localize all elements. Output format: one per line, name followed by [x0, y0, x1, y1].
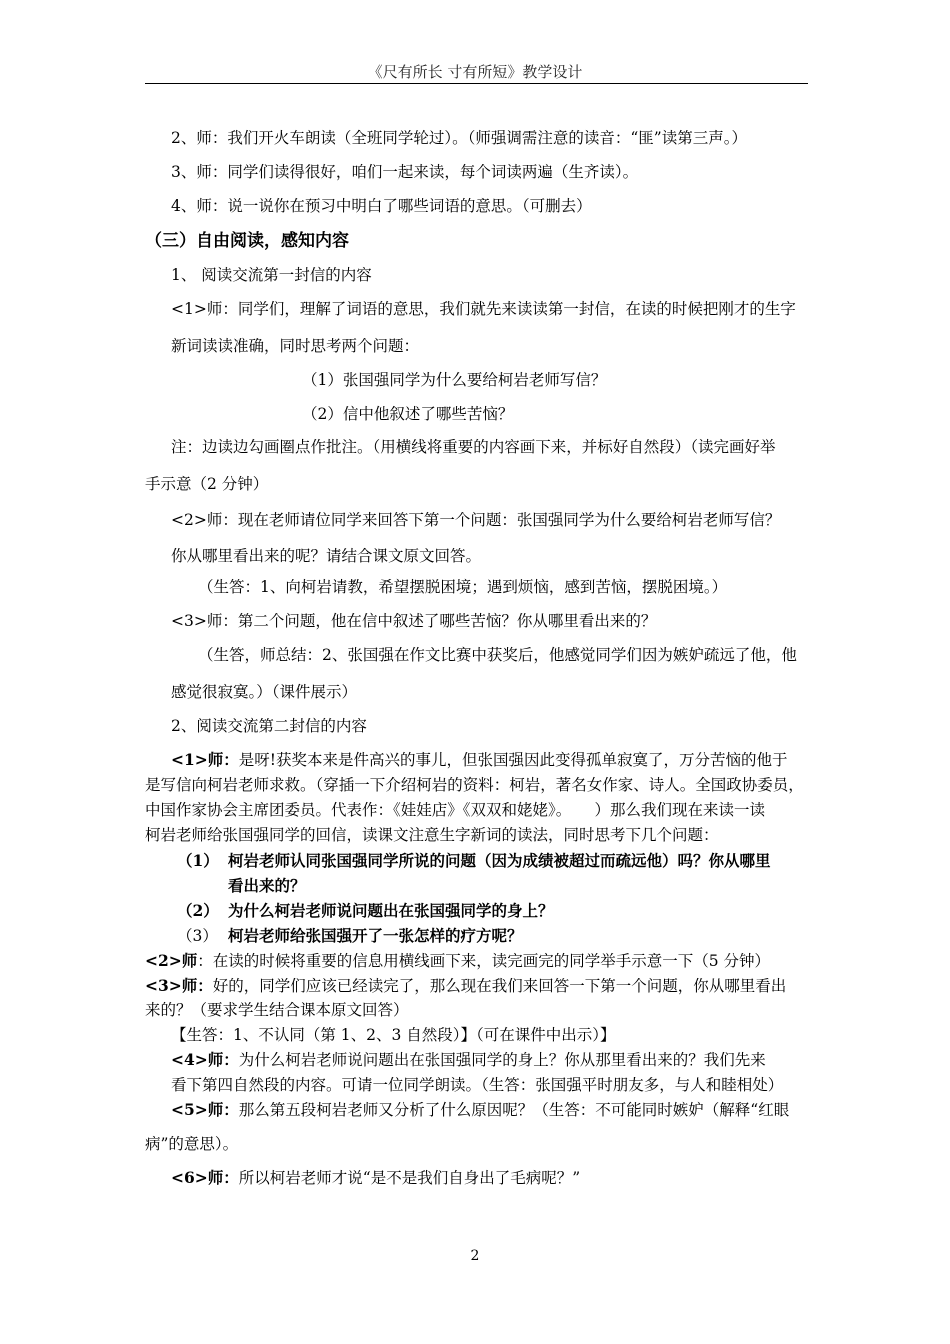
paragraph-line: <1>师：同学们，理解了词语的意思，我们就先来读读第一封信，在读的时候把刚才的生字	[171, 300, 796, 318]
paragraph-line: 病”的意思）。	[145, 1135, 239, 1153]
note-line: 注：边读边勾画圈点作批注。（用横线将重要的内容画下来，并标好自然段）（读完画好举	[171, 438, 776, 456]
speaker-label: <5>师：	[171, 1100, 239, 1119]
paragraph-line: 3、师：同学们读得很好，咱们一起来读，每个词读两遍（生齐读）。	[171, 163, 639, 181]
question-number: （1）	[177, 851, 219, 870]
paragraph-line: 4、师：说一说你在预习中明白了哪些词语的意思。（可删去）	[171, 197, 592, 215]
speaker-label: <2>师	[145, 951, 198, 970]
section-heading: （三）自由阅读，感知内容	[145, 231, 349, 251]
subsection-heading: 2、阅读交流第二封信的内容	[171, 717, 367, 735]
question-line: （1）张国强同学为什么要给柯岩老师写信？	[302, 371, 607, 389]
subsection-heading: 1、 阅读交流第一封信的内容	[171, 266, 372, 284]
paragraph-line: 来的？（要求学生结合课本原文回答）	[145, 1001, 409, 1019]
paragraph-text: 好的，同学们应该已经读完了，那么现在我们来回答一下第一个问题，你从哪里看出	[212, 977, 787, 995]
paragraph-line	[171, 1050, 766, 1070]
question-text: 柯岩老师给张国强开了一张怎样的疗方呢？	[228, 926, 523, 945]
header-rule	[145, 83, 808, 84]
page-header: 《尺有所长 寸有所短》教学设计	[367, 63, 583, 81]
note-line: 手示意（2 分钟）	[145, 475, 269, 493]
answer-line: 【生答：1、不认同（第 1、2、3 自然段）】（可在课件中出示）】	[171, 1026, 616, 1044]
paragraph-line: 中国作家协会主席团委员。代表作：《娃娃店》《双双和姥姥》。 ）那么我们现在来读一读	[145, 801, 766, 819]
answer-line: （生答，师总结：2、张国强在作文比赛中获奖后，他感觉同学们因为嫉妒疏远了他，他	[198, 646, 797, 664]
paragraph-line	[171, 750, 788, 770]
page-number: 2	[470, 1248, 480, 1264]
question-text: 看出来的？	[228, 876, 306, 895]
paragraph-text: 那么第五段柯岩老师又分析了什么原因呢？（生答：不可能同时嫉妒（解释“红眼	[238, 1101, 790, 1119]
paragraph-line	[171, 1100, 789, 1120]
paragraph-line: <2>师：现在老师请位同学来回答下第一个问题：张国强同学为什么要给柯岩老师写信？	[171, 511, 781, 529]
paragraph-line	[171, 1168, 580, 1188]
question-text: 柯岩老师认同张国强同学所说的问题（因为成绩被超过而疏远他）吗？你从哪里	[228, 851, 771, 870]
paragraph-line: 你从哪里看出来的呢？请结合课文原文回答。	[171, 547, 482, 565]
paragraph-text: 是呀!获奖本来是件高兴的事儿，但张国强因此变得孤单寂寞了，万分苦恼的他于	[238, 751, 788, 769]
answer-line: 感觉很寂寞。）（课件展示）	[171, 683, 358, 701]
speaker-label: <3>师：	[145, 976, 213, 995]
answer-line: （生答：1、向柯岩请教，希望摆脱困境；遇到烦恼，感到苦恼，摆脱困境。）	[198, 578, 728, 596]
paragraph-line	[145, 976, 786, 996]
paragraph-line: 新词读读准确，同时思考两个问题：	[171, 337, 420, 355]
question-line: （2）信中他叙述了哪些苦恼？	[302, 405, 514, 423]
speaker-label: <4>师：	[171, 1050, 239, 1069]
paragraph-text: 所以柯岩老师才说“是不是我们自身出了毛病呢？”	[238, 1169, 581, 1187]
paragraph-text: 为什么柯岩老师说问题出在张国强同学的身上？你从那里看出来的？我们先来	[238, 1051, 766, 1069]
paragraph-line: 柯岩老师给张国强同学的回信，读课文注意生字新词的读法，同时思考下几个问题：	[145, 826, 719, 844]
question-number: （2）	[177, 901, 219, 920]
paragraph-line	[145, 951, 770, 971]
question-text: 为什么柯岩老师说问题出在张国强同学的身上？	[228, 901, 554, 920]
paragraph-text: ：在读的时候将重要的信息用横线画下来，读完画完的同学举手示意一下（5 分钟）	[197, 952, 771, 970]
question-number: （3）	[177, 927, 218, 945]
paragraph-line: 是写信向柯岩老师求救。（穿插一下介绍柯岩的资料：柯岩，著名女作家、诗人。全国政协委员，	[145, 776, 804, 794]
speaker-label: <1>师：	[171, 750, 239, 769]
paragraph-line: 2、师：我们开火车朗读（全班同学轮过）。（师强调需注意的读音：“匪”读第三声。）	[171, 129, 747, 147]
paragraph-line: 看下第四自然段的内容。可请一位同学朗读。（生答：张国强平时朋友多，与人和睦相处）	[171, 1076, 784, 1094]
paragraph-line: <3>师：第二个问题，他在信中叙述了哪些苦恼？你从哪里看出来的？	[171, 612, 657, 630]
speaker-label: <6>师：	[171, 1168, 239, 1187]
